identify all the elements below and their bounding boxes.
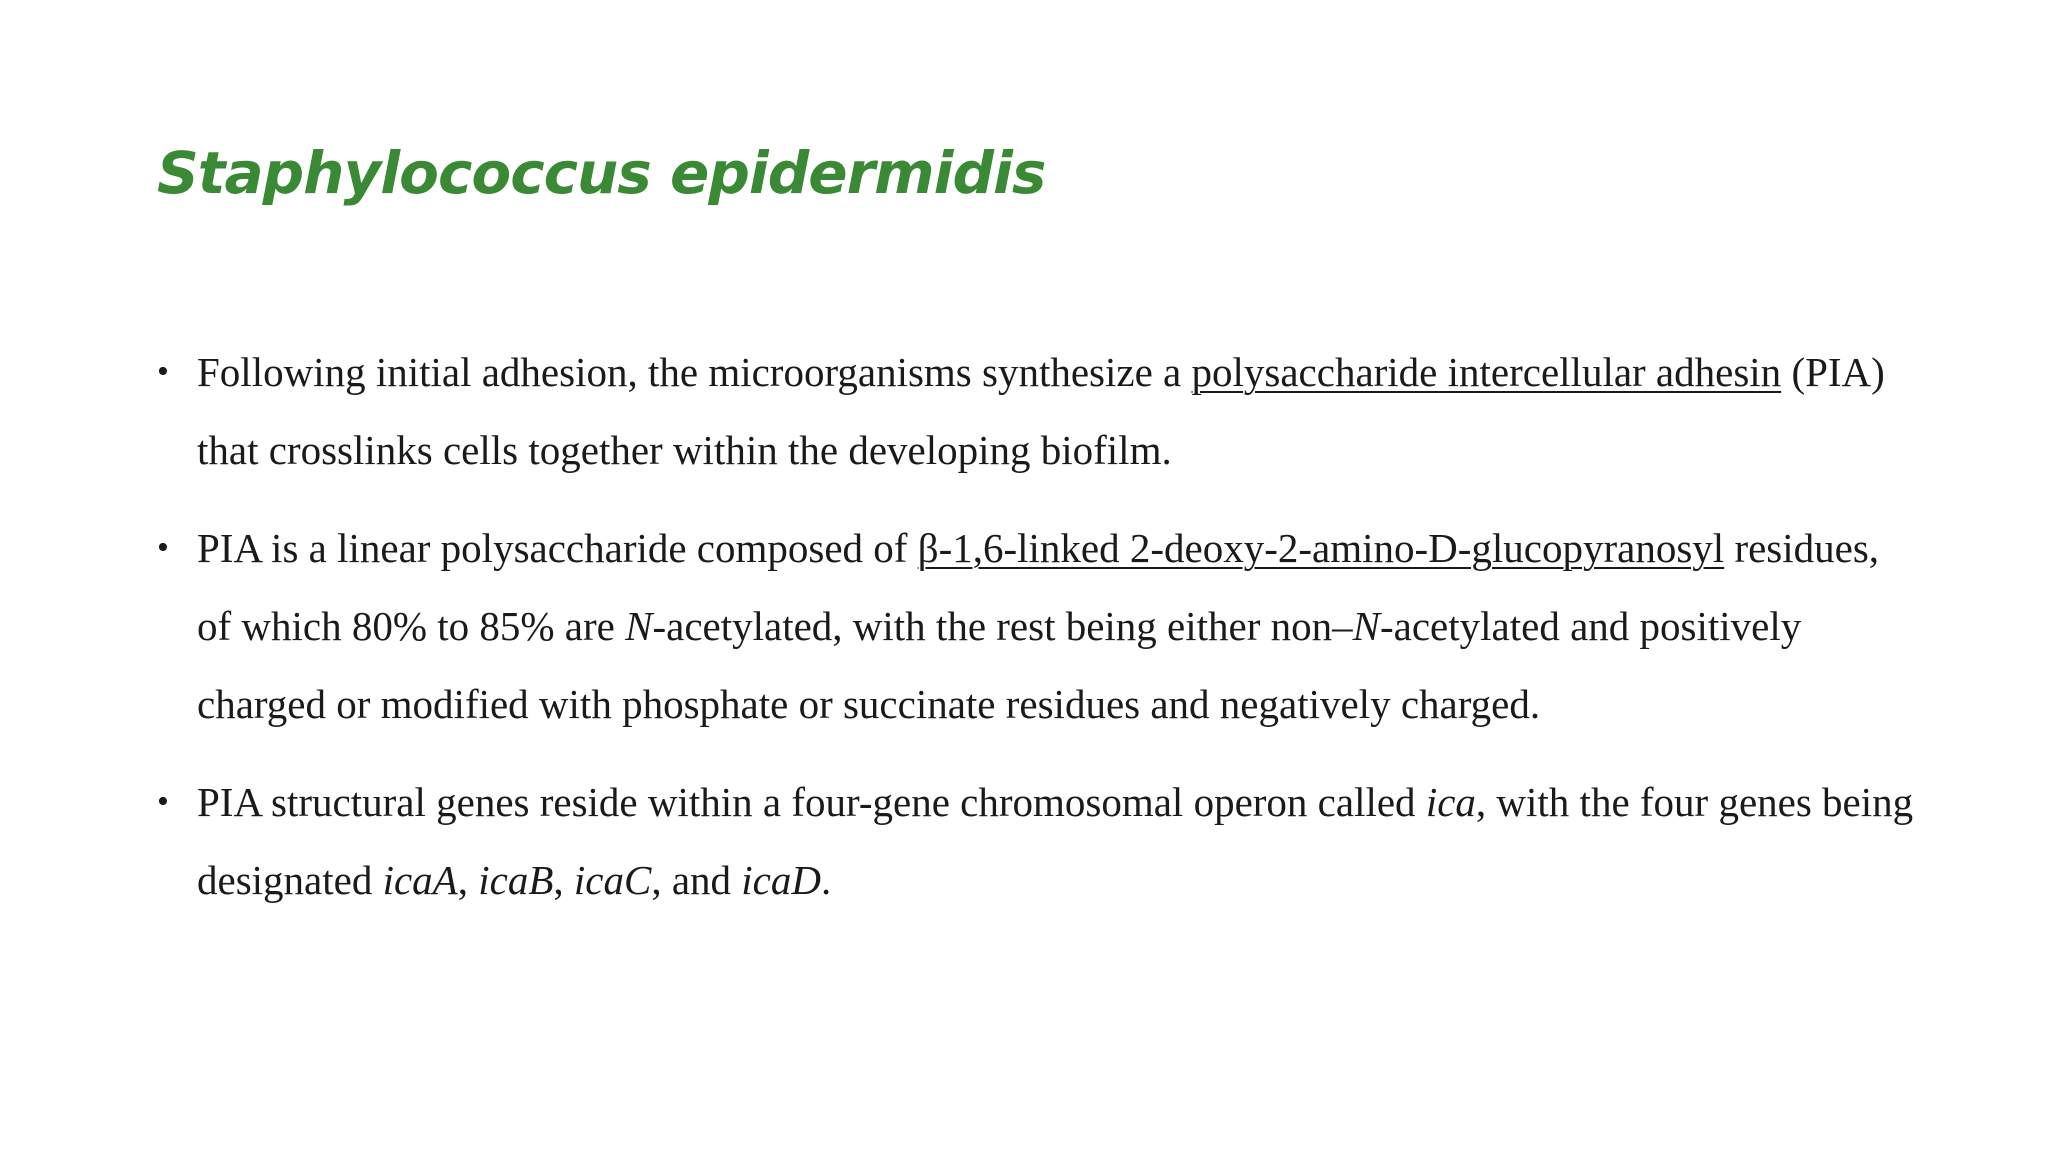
slide-title: Staphylococcus epidermidis [157, 139, 1046, 207]
gene-icaD: icaD [741, 857, 821, 903]
bullet-text: -acetylated and positively charged or modified with phosphate or succinate residues and negatively charged. [197, 603, 1802, 727]
gene-icaB: icaB [478, 857, 554, 903]
bullet-item-pia-synthesis [157, 333, 1917, 489]
bullet-icon: • [157, 353, 169, 390]
gene-icaA: icaA [382, 857, 458, 903]
bullet-text: (PIA) that crosslinks cells together within the developing biofilm. [197, 349, 1885, 473]
bullet-icon: • [157, 783, 169, 820]
link-polysaccharide-intercellular-adhesin[interactable]: polysaccharide intercellular adhesin [1191, 349, 1782, 395]
bullet-text: PIA structural genes reside within a four-gene chromosomal operon called [197, 779, 1426, 825]
gene-ica: ica [1425, 779, 1476, 825]
gene-icaC: icaC [573, 857, 652, 903]
bullet-item-ica-operon [157, 763, 1917, 919]
bullet-item-pia-composition [157, 509, 1917, 743]
bullet-text: Following initial adhesion, the microorganisms synthesize a [197, 349, 1192, 395]
italic-n: N [625, 603, 653, 649]
bullet-text: -acetylated, with the rest being either non– [652, 603, 1353, 649]
bullet-icon: • [157, 529, 169, 566]
separator-text: , and [651, 857, 742, 903]
separator-text: , [553, 857, 574, 903]
separator-text: , [457, 857, 479, 903]
bullet-text: residues, of which 80% to 85% are [197, 525, 1880, 649]
bullet-text: . [820, 857, 832, 903]
bullet-list [157, 333, 1917, 939]
bullet-text: PIA is a linear polysaccharide composed of [197, 525, 918, 571]
italic-n: N [1352, 603, 1380, 649]
link-glucopyranosyl[interactable]: β-1,6-linked 2-deoxy-2-amino-D-glucopyranosyl [917, 525, 1725, 571]
bullet-text: , with the four genes being designated [197, 779, 1914, 903]
